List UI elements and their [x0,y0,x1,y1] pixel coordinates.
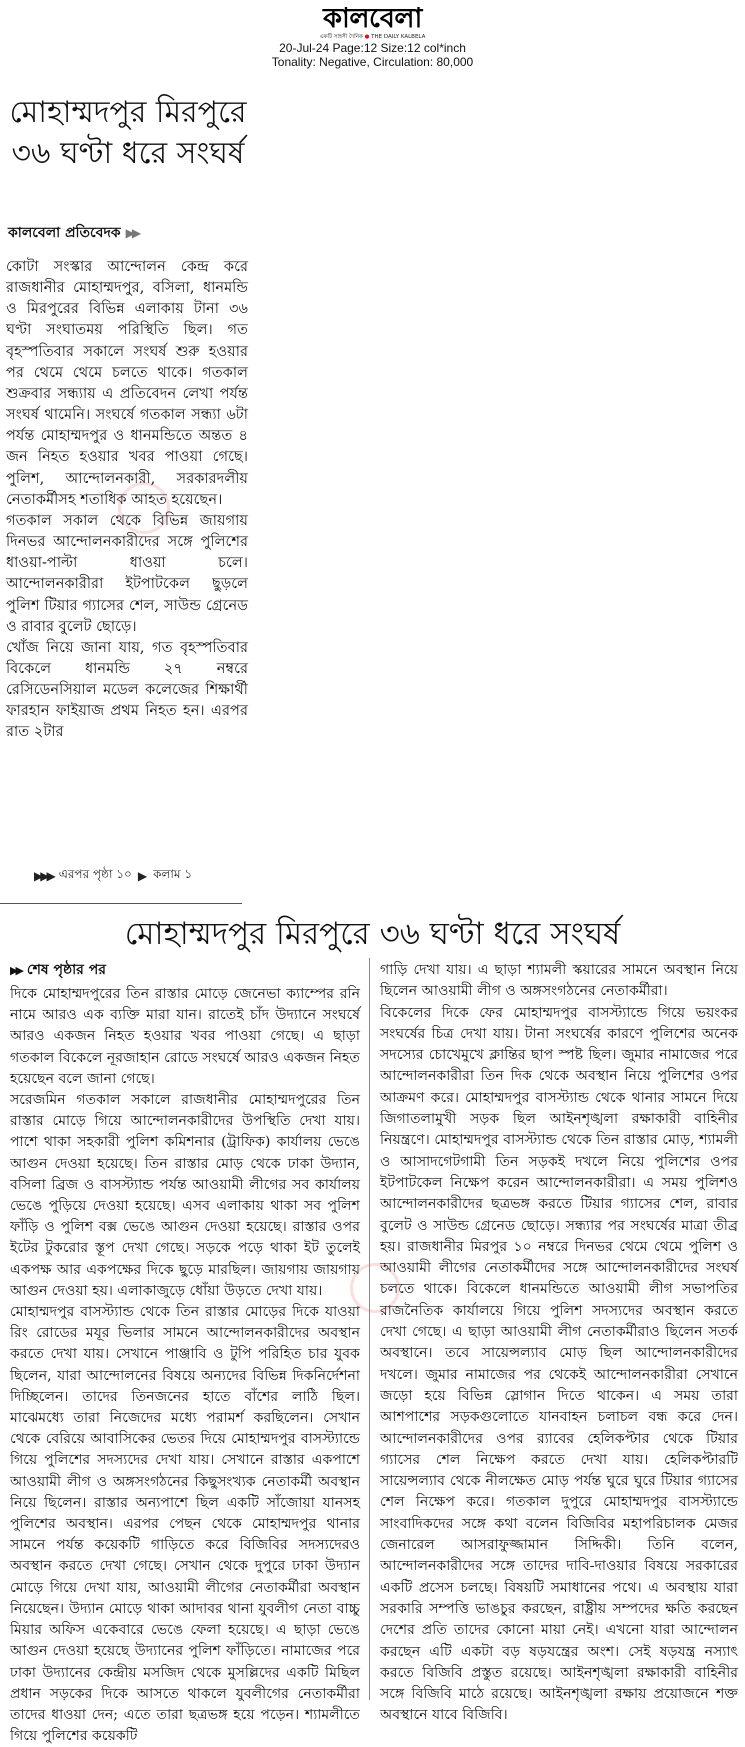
bottom-article-left-column [10,984,360,1747]
jump-page: এরপর পৃষ্ঠা ১০ [58,867,132,881]
jump-column: কলাম ১ [153,867,193,881]
continued-headline: মোহাম্মদপুর মিরপুরে ৩৬ ঘণ্টা ধরে সংঘর্ষ [124,916,621,952]
jump-line [34,866,192,886]
logo-tagline [0,34,745,41]
tagline-dot-icon: ● [364,34,370,40]
column-divider [369,958,370,1700]
bottom-article-right-column [380,960,738,1727]
continued-text: শেষ পৃষ্ঠার পর [26,962,106,978]
triple-triangle-icon: ▶▶▶ [34,869,53,883]
top-headline: মোহাম্মদপুর মিরপুরে ৩৬ ঘণ্টা ধরে সংঘর্ষ [9,95,247,171]
paragraph: মোহাম্মদপুর বাসস্ট্যান্ড থেকে তিন রাস্তার মোড়ের দিকে যাওয়া রিং রোডের মযূর ভিলার সামনে আন্দোলনকারীদের অবস্থান করতে দেখা যায়। সেখানে পাঞ্জাবি ও টুপি পরিহিত চার যুবক ছিলেন, যারা আন্দোলনের বিষয়ে অন্যদের বিভিন্ন দিকনির্দেশনা দিচ্ছিলেন। তাদের তিনজনের হাতে বাঁশের লাঠি ছিল। মাঝেমধ্যে তারা নিজেদের মধ্যে পরামর্শ করছিলেন। সেখান থেকে বেরিয়ে আবাসিকের ভেতর দিয়ে মোহাম্মদপুর বাসস্ট্যান্ডে গিয়ে পুলিশের সদস্যদের দেখা যায়। সেখানে রাস্তার একপাশে আওয়ামী লীগ ও অঙ্গসংগঠনের কিছুসংখ্যক নেতাকর্মী অবস্থান নিয়ে ছিলেন। রাস্তার অন্যপাশে ছিল একটি সাঁজোয়া যানসহ পুলিশের অবস্থান। এরপর পেছন থেকে মোহাম্মদপুর থানার সামনে পর্যন্ত কয়েকটি গাড়িতে করে বিজিবির সদস্যদেরও অবস্থান করতে দেখা গেছে। সেখান থেকে দুপুরে ঢাকা উদ্যান মোড়ে গিয়ে দেখা যায়, আওয়ামী লীগের নেতাকর্মীরা অবস্থান নিয়েছেন। উদ্যান মোড়ে থাকা আদাবর থানা যুবলীগ নেতা বাচ্চু মিয়ার অফিস একেবারে ভেঙে ফেলা হয়েছে। এ ছাড়া ভেঙে আগুন দেওয়া হয়েছে উদ্যানের পুলিশ ফাঁড়িতে। নামাজের পরে ঢাকা উদ্যানের কেন্দ্রীয় মসজিদ থেকে মুসল্লিদের একটি মিছিল প্রধান সড়কের দিকে আসতে থাকলে যুবলীগের নেতাকর্মীরা তাদের ধাওয়া দেন; এতে তারা ছত্রভঙ্গ হয়ে পড়েন। শ্যামলীতে গিয়ে পুলিশের কয়েকটি [10,1304,360,1745]
paragraph: বিকেলের দিকে ফের মোহাম্মদপুর বাসস্ট্যান্ডে গিয়ে ভয়ংকর সংঘর্ষের চিত্র দেখা যায়। টানা সংঘর্ষের কারণে পুলিশের অনেক সদস্যের চোখেমুখে ক্লান্তির ছাপ স্পষ্ট ছিল। জুমার নামাজের পরে আন্দোলনকারীরা তিন দিক থেকে অবস্থান নিয়ে পুলিশের ওপর আক্রমণ করে। মোহাম্মদপুর বাসস্ট্যান্ড থেকে থানার সামনে দিয়ে জিগাতলামুখী সড়ক ছিল আইনশৃঙ্খলা রক্ষাকারী বাহিনীর নিয়ন্ত্রণে। মোহাম্মদপুর বাসস্ট্যান্ড থেকে তিন রাস্তার মোড়, শ্যামলী ও আসাদগেটগামী তিন সড়কই দখলে নিয়ে পুলিশের ওপর ইটপাটকেল নিক্ষেপ করেন আন্দোলনকারীরা। এ সময় পুলিশও আন্দোলনকারীদের ছত্রভঙ্গ করতে টিয়ার গ্যাসের শেল, রাবার বুলেট ও সাউন্ড গ্রেনেড ছোড়ে। সন্ধ্যার পর সংঘর্ষের মাত্রা তীব্র হয়। রাজধানীর মিরপুর ১০ নম্বরে দিনভর থেমে থেমে পুলিশ ও আওয়ামী লীগের নেতাকর্মীদের সঙ্গে আন্দোলনকারীদের সংঘর্ষ চলতে থাকে। বিকেলে ধানমন্ডিতে আওয়ামী লীগ সভাপতির রাজনৈতিক কার্যালয়ে গিয়ে পুলিশ সদস্যদের অবস্থান করতে দেখা গেছে। এ ছাড়া আওয়ামী লীগ নেতাকর্মীরাও ছিলেন সতর্ক অবস্থানে। তবে সায়েন্সল্যাব মোড় ছিল আন্দোলনকারীদের দখলে। জুমার নামাজের পর থেকেই আন্দোলনকারীরা সেখানে জড়ো হয়ে বিভিন্ন স্লোগান দিতে থাকেন। এ সময় তারা আশপাশের সড়কগুলোতে যানবাহন চলাচল বন্ধ করে দেন। আন্দোলনকারীদের ওপর র‌্যাবের হেলিকপ্টার থেকে টিয়ার গ্যাসের শেল নিক্ষেপ করতে দেখা যায়। হেলিকপ্টারটি সায়েন্সল্যাব থেকে নীলক্ষেত মোড় পর্যন্ত ঘুরে ঘুরে টিয়ার গ্যাসের শেল নিক্ষেপ করে। গতকাল দুপুরে মোহাম্মদপুর বাসস্ট্যান্ডে সাংবাদিকদের সঙ্গে কথা বলেন বিজিবির মহাপরিচালক মেজর জেনারেল আসরাফুজ্জামান সিদ্দিকী। তিনি বলেন, আন্দোলনকারীদের সঙ্গে তাদের দাবি-দাওয়ার বিষয়ে সরকারের একটি প্রসেস চলছে। বিষয়টি সমাধানের পথে। এ অবস্থায় যারা সরকারি সম্পত্তি ভাঙচুর করছেন, রাষ্ট্রীয় সম্পদের ক্ষতি করছেন দেশের প্রতি তাদের কোনো মায়া নেই। এখনো যারা আন্দোলন করছেন এটি একটা বড় ষড়যন্ত্রের অংশ। সেই ষড়যন্ত্র নস্যাৎ করতে বিজিবি প্রস্তুত রয়েছে। আইনশৃঙ্খলা রক্ষাকারী বাহিনীর সঙ্গে বিজিবি মাঠে রয়েছে। আইনশৃঙ্খলা রক্ষায় প্রয়োজনে শক্ত অবস্থানে যাবে বিজিবি। [380,1004,738,1724]
byline [8,221,138,245]
watermark-circle-icon [350,1263,400,1313]
byline-text: কালবেলা প্রতিবেদক [8,225,121,241]
continued-label [10,958,106,982]
paragraph: সরেজমিন গতকাল সকালে রাজধানীর মোহাম্মদপুরের তিন রাস্তার মোড়ে গিয়ে আন্দোলনকারীদের উপস্থিতি দেখা যায়। পাশে থাকা সহকারী পুলিশ কমিশনার (ট্রাফিক) কার্যালয় ভেঙে আগুন দেওয়া হয়েছে। তিন রাস্তার মোড় থেকে ঢাকা উদ্যান, বসিলা ব্রিজ ও বাসস্ট্যান্ড পর্যন্ত আওয়ামী লীগের সব কার্যালয় ভেঙে পুড়িয়ে দেওয়া হয়েছে। এসব এলাকায় থাকা সব পুলিশ ফাঁড়ি ও পুলিশ বক্স ভেঙে আগুন দেওয়া হয়েছে। রাস্তার ওপর ইটের টুকরোর স্তূপ দেখা গেছে। সড়কে পড়ে থাকা ইট তুলেই একপক্ষ আর একপক্ষের দিকে ছুড়ে মারছিল। জায়গায় জায়গায় আগুন দেওয়া হয়। এলাকাজুড়ে ধোঁয়া উড়তে দেখা যায়। [10,1092,360,1299]
double-triangle-icon: ▶▶ [10,963,21,977]
section-divider [0,903,242,904]
paragraph: খোঁজ নিয়ে জানা যায়, গত বৃহস্পতিবার বিকেলে ধানমন্ডি ২৭ নম্বরে রেসিডেনসিয়াল মডেল কলেজের শিক্ষার্থী ফারহান ফাইয়াজ প্রথম নিহত হন। এরপর রাত ২টার [6,638,248,741]
paragraph: কোটা সংস্কার আন্দোলন কেন্দ্র করে রাজধানীর মোহাম্মদপুর, বসিলা, ধানমন্ডি ও মিরপুরের বিভিন্ন এলাকায় টানা ৩৬ ঘণ্টা সংঘাতময় পরিস্থিতি ছিল। গত বৃহস্পতিবার সকালে সংঘর্ষ শুরু হওয়ার পর থেমে থেমে চলতে থাকে। গতকাল শুক্রবার সন্ধ্যায় এ প্রতিবেদন লেখা পর্যন্ত সংঘর্ষ থামেনি। সংঘর্ষে গতকাল সন্ধ্যা ৬টা পর্যন্ত মোহাম্মদপুর ও ধানমন্ডিতে অন্তত ৪ জন নিহত হওয়ার খবর পাওয়া গেছে। পুলিশ, আন্দোলনকারী, সরকারদলীয় নেতাকর্মীসহ শতাধিক আহত হয়েছেন। [6,258,248,508]
clipping-meta-line1: 20-Jul-24 Page:12 Size:12 col*inch [279,41,466,55]
watermark-circle-icon [118,482,170,534]
paragraph: গতকাল সকাল থেকে বিভিন্ন জায়গায় দিনভর আন্দোলনকারীদের সঙ্গে পুলিশের ধাওয়া-পাল্টা ধাওয়া চলে। আন্দোলনকারীরা ইটপাটকেল ছুড়লে পুলিশ টিয়ার গ্যাসের শেল, সাউন্ড গ্রেনেড ও রাবার বুলেট ছোড়ে। [6,511,248,635]
clipping-meta-line2: Tonality: Negative, Circulation: 80,000 [271,55,474,69]
triangle-icon: ▶ [137,869,148,883]
paragraph: দিকে মোহাম্মদপুরের তিন রাস্তার মোড়ে জেনেভা ক্যাম্পের রনি নামে আরও এক ব্যক্তি মারা যান। রাতেই চাঁদ উদ্যানে সংঘর্ষে আরও একজন নিহত হওয়ার খবর পাওয়া গেছে। এ ছাড়া গতকাল বিকেলে নূরজাহান রোডে সংঘর্ষে আরও একজন নিহত হয়েছেন বলে জানা গেছে। [10,986,360,1087]
double-chevron-right-icon: ▶▶ [125,226,139,240]
masthead [0,4,745,69]
paragraph: গাড়ি দেখা যায়। এ ছাড়া শ্যামলী স্কয়ারের সামনে অবস্থান নিয়ে ছিলেন আওয়ামী লীগ ও অঙ্গসংগঠনের নেতাকর্মীরা। [380,962,738,1000]
tagline-bangla: একটি সাহসী দৈনিক [319,34,363,40]
tagline-english: THE DAILY KALBELA [371,34,426,40]
newspaper-logo: কালবেলা [323,3,422,34]
